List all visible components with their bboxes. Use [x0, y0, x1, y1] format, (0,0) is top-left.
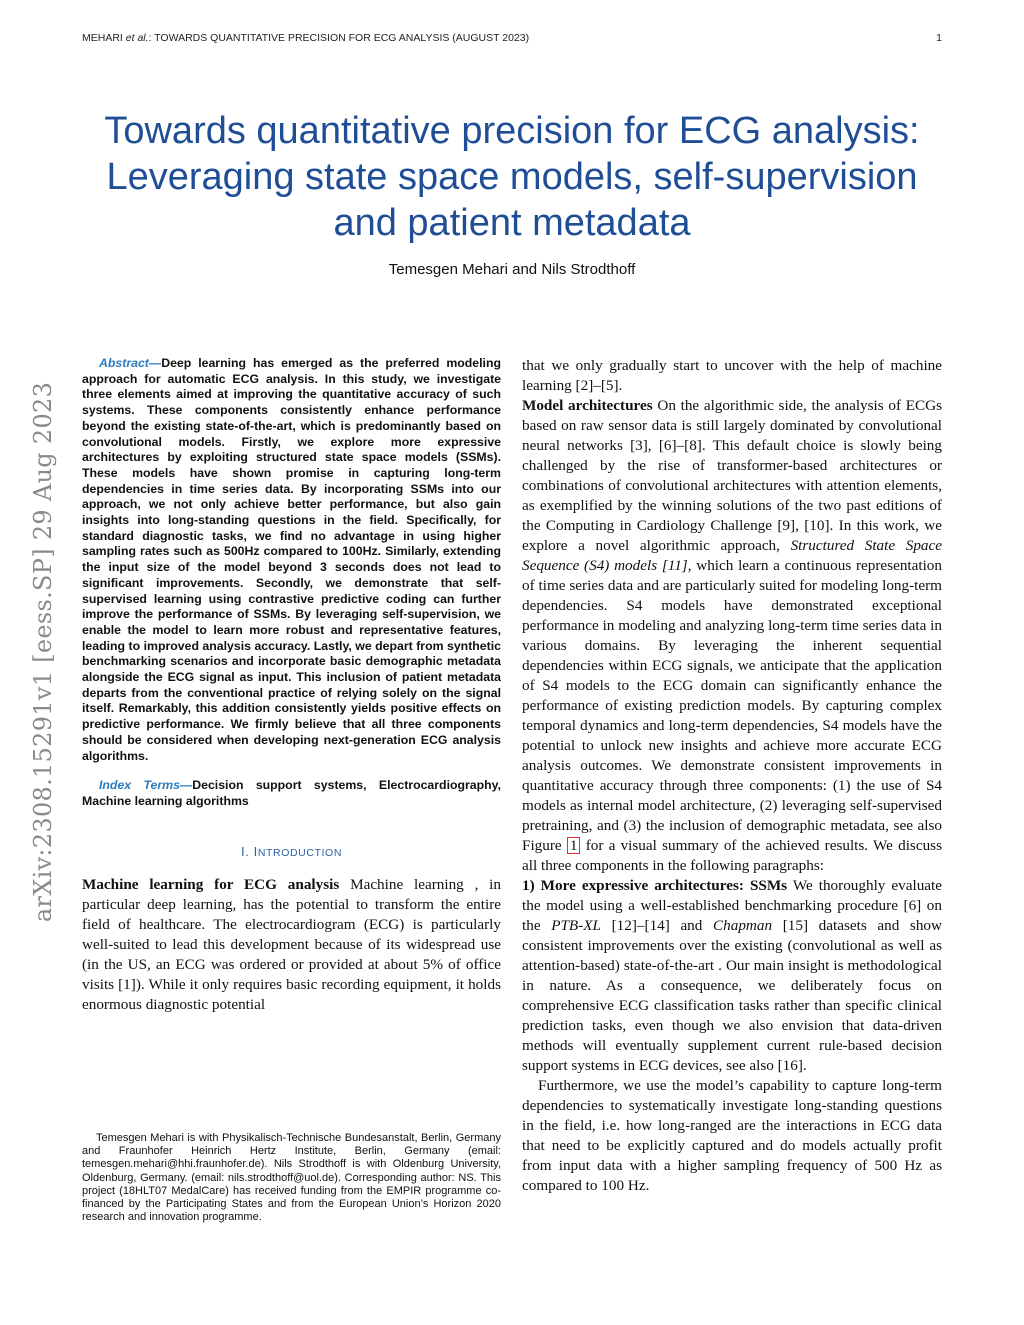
ptbxl-dataset: PTB-XL: [551, 917, 601, 934]
page-number: 1: [936, 32, 942, 44]
running-header: [82, 32, 942, 50]
intro-lead: Machine learning for ECG analysis: [82, 875, 340, 893]
s4-citation: Structured State Space Sequence (S4) models [11]: [522, 537, 942, 574]
title-line-2: Leveraging state space models, self-supervision: [106, 156, 918, 198]
ssms-lead: 1) More expressive architectures: SSMs: [522, 877, 788, 894]
index-terms-label: Index Terms—: [99, 778, 193, 793]
section-first-letter: I: [253, 843, 258, 859]
section-number: I.: [240, 843, 254, 859]
p3-text-b: [12]–[14] and: [600, 917, 714, 934]
right-column: [522, 356, 942, 1196]
section-title-rest: NTRODUCTION: [257, 846, 343, 859]
section-heading: [82, 844, 501, 859]
paragraph-furthermore: Furthermore, we use the model’s capability to capture long-term dependencies to systematically investigate long-standing questions in the field, i.e. how long-ranged are the interactions in ECG data that need to be explicitly captured and do models actually profit from input data with a higher sampling frequency of 500 Hz as compared to 100 Hz.: [522, 1077, 942, 1194]
chapman-dataset: Chapman: [713, 917, 773, 934]
authors: Temesgen Mehari and Nils Strodthoff: [388, 261, 636, 278]
index-terms-text: Decision support systems, Electrocardiography, Machine learning algorithms: [82, 778, 501, 808]
p3-text-a: We thoroughly evaluate the model using a well-established benchmarking procedure [6] on the: [522, 877, 943, 934]
left-column: [82, 356, 501, 1015]
figure-1-link[interactable]: 1: [567, 837, 581, 854]
p3-text-c: [15] datasets and show consistent improvements over the existing (convolutional as well as attention-based) state-of-the-art . Our main insight is methodological in nature. As a consequence, we deliberately focus on comprehensive ECG classification tasks rather than specific clinical prediction tasks, even though we also envision that data-driven methods will eventually supplement current rule-based decision support systems in ECG devices, see also [16].: [522, 917, 942, 1074]
arxiv-stamp: arXiv:2308.15291v1 [eess.SP] 29 Aug 2023: [29, 381, 57, 923]
running-title-etal: et al.: [125, 32, 149, 44]
running-title-prefix: MEHARI: [82, 32, 126, 44]
paragraph-ssms: [522, 876, 942, 1076]
abstract-text: Deep learning has emerged as the preferred modeling approach for automatic ECG analysis. In this study, we investigate three elements aimed at improving the quantitative accuracy of such systems. These components consistently enhance performance beyond the existing state-of-the-art, which is predominantly based on convolutional models. Firstly, we explore more expressive architectures by exploiting structured state space models (SSMs). These models have shown promise in capturing long-term dependencies in time series data. By incorporating SSMs into our approach, we not only achieve better performance, but also gain insights into long-standing questions in the field. Specifically, for standard diagnostic tasks, we find no advantage in using higher sampling rates such as 500Hz compared to 100Hz. Similarly, extending the input size of the model beyond 3 seconds does not lead to significant improvements. Secondly, we demonstrate that self-supervised learning using contrastive predictive coding can further improve the performance of SSMs. By leveraging self-supervision, we enable the model to learn more robust and representative features, leading to improved analysis accuracy. Lastly, we depart from synthetic benchmarking scenarios and incorporate basic demographic metadata alongside the ECG signal as input. This inclusion of patient metadata departs from the conventional practice of relying solely on the signal itself. Remarkably, this addition consistently yields positive effects on predictive performance. We firmly believe that all three components should be considered when developing next-generation ECG analysis algorithms.: [82, 356, 501, 763]
paper-title: [40, 108, 984, 246]
index-terms: [82, 778, 501, 809]
p2-text-b: , which learn a continuous representation of time series data and are particularly suited for modeling long-term dependencies. S4 models have demonstrated exceptional performance in modeling and analyzing long-term time series data in various domains. By leveraging the inherent sequential dependencies within ECG signals, we anticipate that the application of S4 models to the ECG domain can significantly enhance the performance of existing prediction models. By capturing complex temporal dynamics and long-term dependencies, S4 models have the potential to unlock new insights and achieve more accurate ECG analysis outcomes. We demonstrate consistent improvements in quantitative accuracy through three components: (1) the use of S4 models as internal model architecture, (2) leveraging self-supervised pretraining, and (3) the inclusion of demographic metadata, see also Figure: [522, 557, 942, 854]
intro-text: Machine learning , in particular deep learning, has the potential to transform the entire field of healthcare. The electrocardiogram (ECG) is particularly well-suited to lead this development because of its widespread use (in the US, an ECG was ordered or provided at about 5% of office visits [1]). While it only requires basic recording equipment, it holds enormous diagnostic potential: [82, 875, 501, 1013]
paragraph-continued: that we only gradually start to uncover with the help of machine learning [2]–[5].: [522, 357, 942, 394]
p2-text-a: On the algorithmic side, the analysis of ECGs based on raw sensor data is still largely dominated by convolutional neural networks [3], [6]–[8]. This default choice is slowly being challenged by the rise of transformer-based architectures or combinations of convolutional architectures with attention elements, as exemplified by the winning solutions of the two past editions of the Computing in Cardiology Challenge [9], [10]. In this work, we explore a novel algorithmic approach,: [522, 397, 942, 554]
title-line-1: Towards quantitative precision for ECG analysis:: [104, 110, 920, 152]
model-architectures-lead: Model architectures: [522, 397, 653, 414]
p2-text-c: for a visual summary of the achieved results. We discuss all three components in the following paragraphs:: [522, 837, 942, 874]
running-title: [82, 32, 529, 44]
paragraph-model-architectures: [522, 396, 942, 876]
abstract: [82, 356, 501, 764]
arxiv-sidebar: [16, 345, 70, 960]
abstract-label: Abstract—: [99, 356, 162, 370]
intro-paragraph: [82, 875, 501, 1015]
title-line-3: and patient metadata: [333, 202, 691, 244]
running-title-rest: : TOWARDS QUANTITATIVE PRECISION FOR ECG ANALYSIS (AUGUST 2023): [148, 32, 530, 44]
author-footnote: Temesgen Mehari is with Physikalisch-Technische Bundesanstalt, Berlin, Germany and Fraunhofer Heinrich Hertz Institute, Berlin, Germany (email: temesgen.mehari@hhi.fraunhofer.de). Nils Strodthoff is with Oldenburg University, Oldenburg, Germany. (email: nils.strodthoff@uol.de). Corresponding author: NS. This project (18HLT07 MedalCare) has received funding from the EMPIR programme co-financed by the Participating States and from the European Union’s Horizon 2020 research and innovation programme.: [82, 1132, 501, 1224]
